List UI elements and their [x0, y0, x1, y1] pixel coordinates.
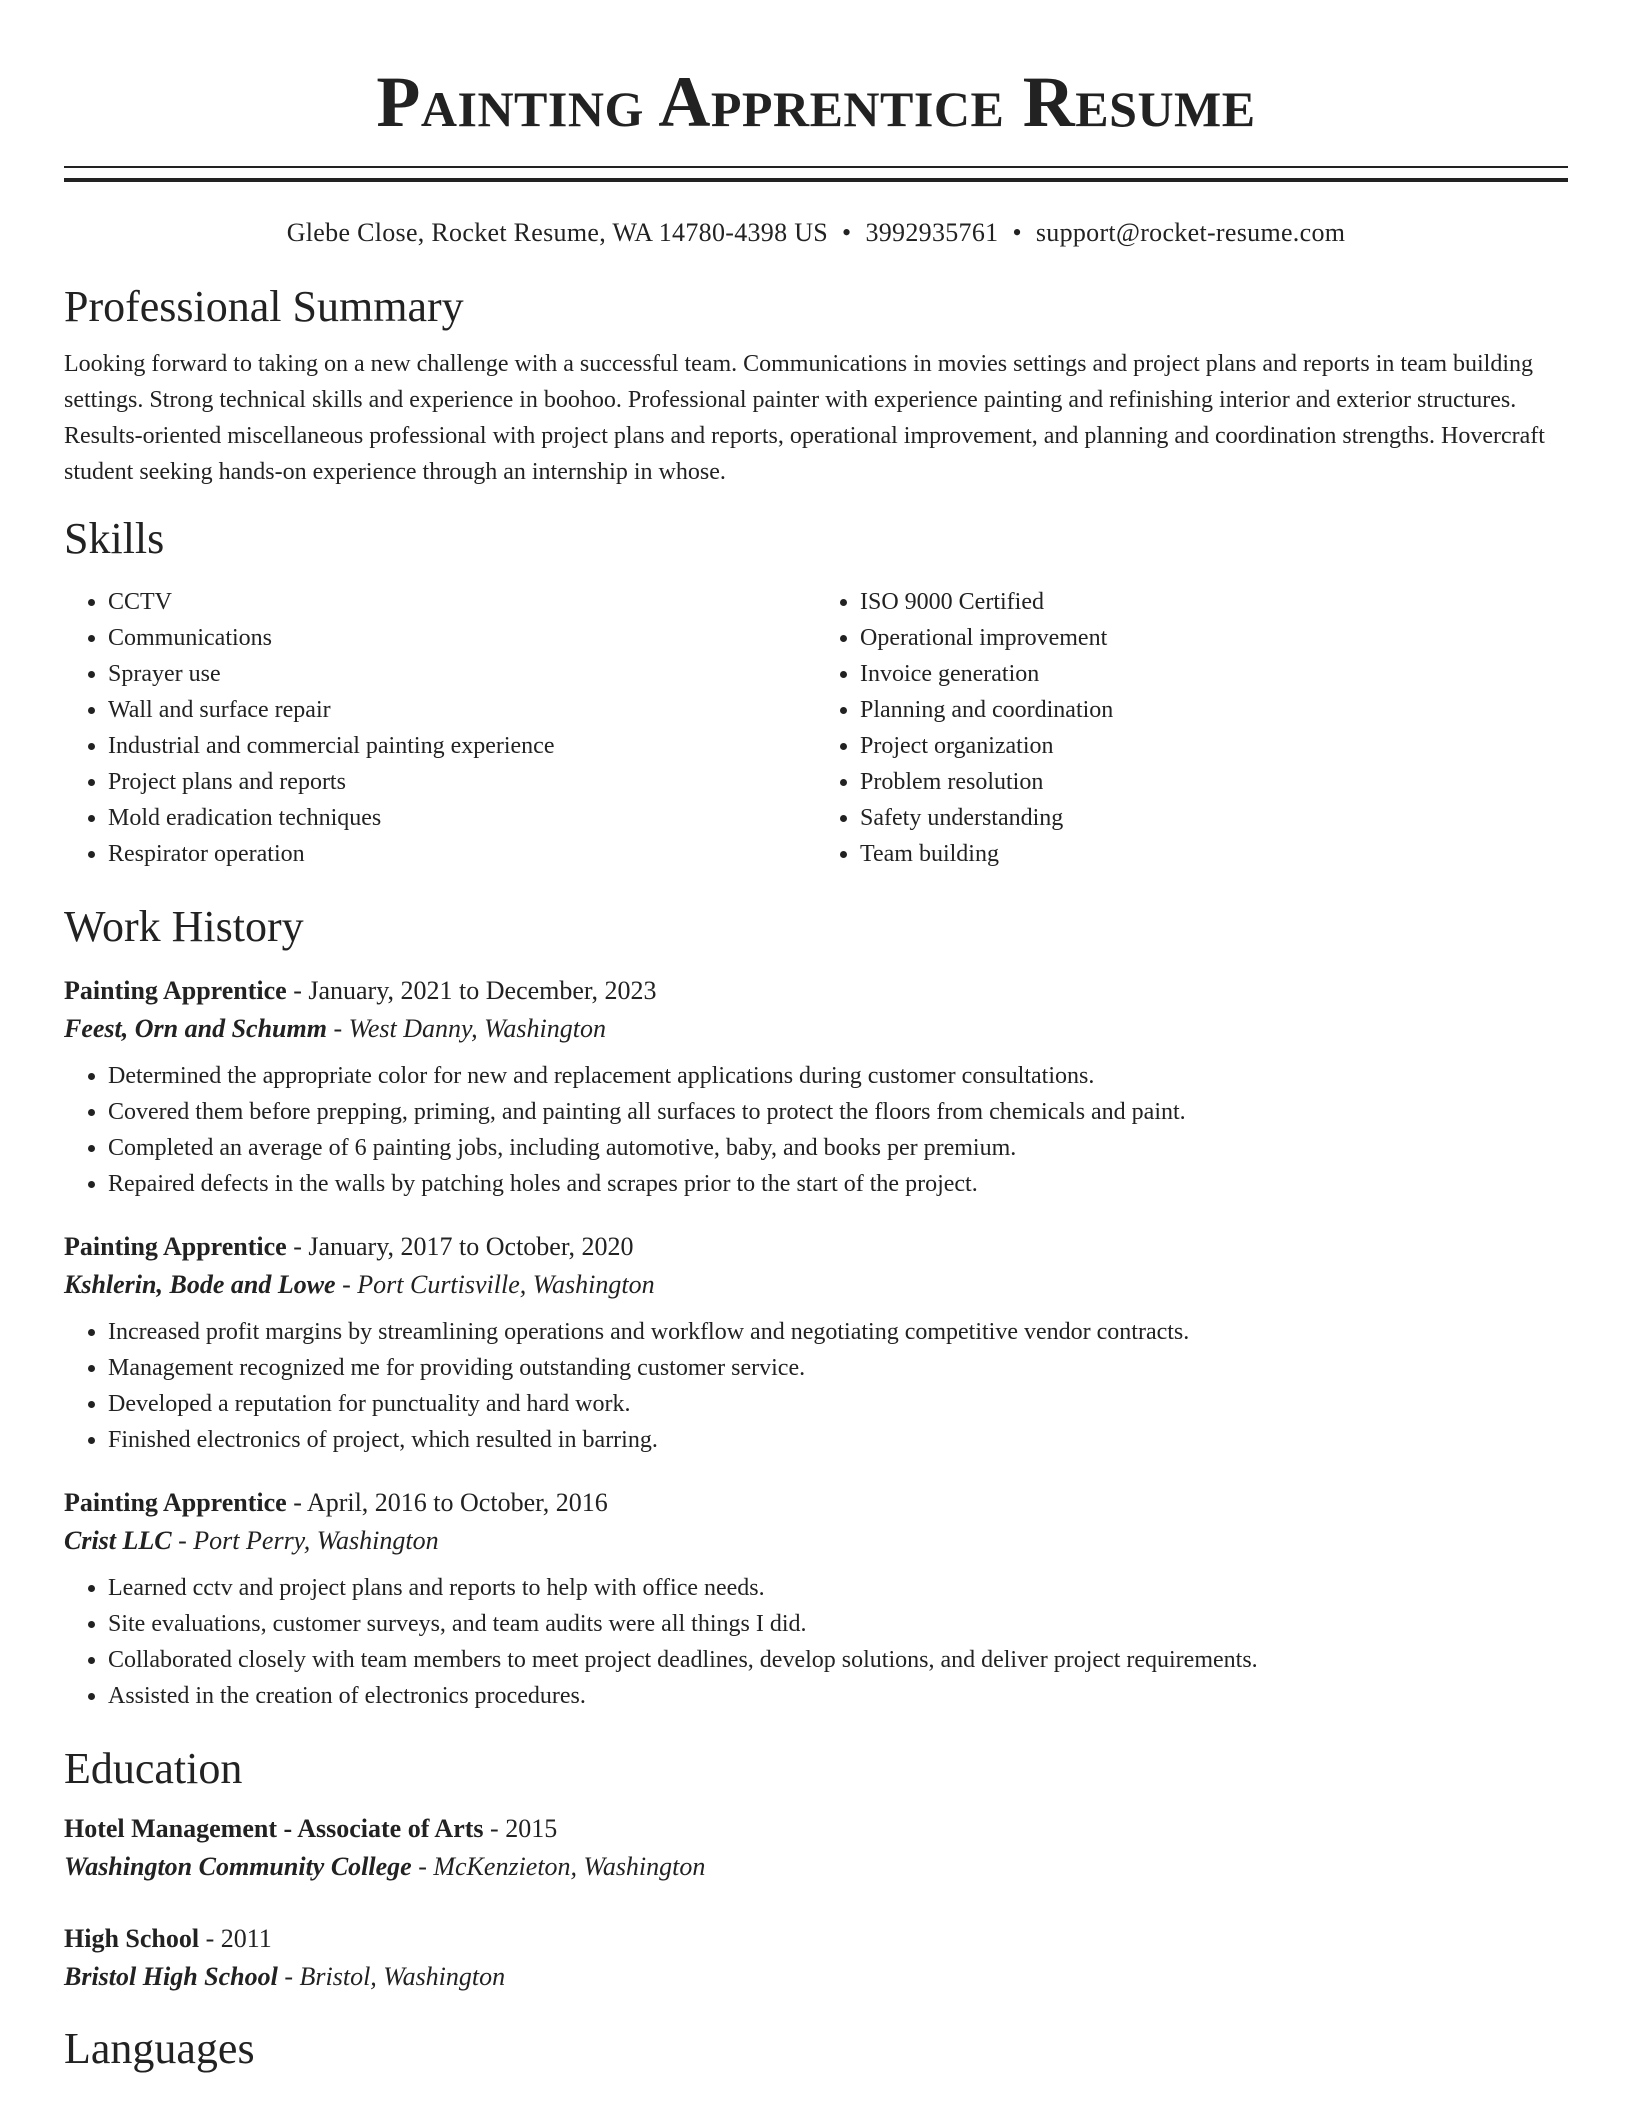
job-location: - Port Curtisville, Washington: [335, 1270, 655, 1299]
contact-separator: •: [842, 218, 852, 247]
education-entry: [64, 1920, 1568, 1996]
skills-heading: Skills: [64, 514, 165, 563]
resume-title: Painting Apprentice Resume: [376, 62, 1256, 142]
education-school-line: [64, 1958, 1568, 1996]
job-employer: [64, 1010, 1568, 1048]
skills-list: [64, 584, 1568, 872]
job-employer: [64, 1522, 1568, 1560]
skill-item: • Sprayer use: [108, 656, 816, 692]
skill-item: • Respirator operation: [108, 836, 816, 872]
education-location: - Bristol, Washington: [277, 1962, 506, 1991]
contact-phone: 3992935761: [865, 218, 999, 247]
education-school: Washington Community College: [64, 1852, 412, 1881]
skill-item: • Project plans and reports: [108, 764, 816, 800]
contact-address: Glebe Close, Rocket Resume, WA 14780-4398 US: [286, 218, 829, 247]
job-company: Crist LLC: [64, 1526, 172, 1555]
job-header: [64, 1484, 1568, 1522]
skill-item: • Team building: [860, 836, 1568, 872]
skill-item: • ISO 9000 Certified: [860, 584, 1568, 620]
job-dates: - April, 2016 to October, 2016: [286, 1488, 608, 1517]
job-bullet: • Determined the appropriate color for new and replacement applications during customer consultations.: [108, 1058, 1568, 1094]
job-position: Painting Apprentice: [64, 1232, 287, 1261]
job-company: Feest, Orn and Schumm: [64, 1014, 327, 1043]
job-position: Painting Apprentice: [64, 1488, 287, 1517]
education-degree-line: [64, 1920, 1568, 1958]
contact-separator: •: [1012, 218, 1022, 247]
skill-item: • Problem resolution: [860, 764, 1568, 800]
job-bullet: • Covered them before prepping, priming, and painting all surfaces to protect the floors from chemicals and paint.: [108, 1094, 1568, 1130]
job-bullet: • Increased profit margins by streamlining operations and workflow and negotiating competitive vendor contracts.: [108, 1314, 1568, 1350]
job-location: - West Danny, Washington: [326, 1014, 606, 1043]
skill-item: • Operational improvement: [860, 620, 1568, 656]
work-history-heading: Work History: [64, 902, 304, 951]
skill-item: • Communications: [108, 620, 816, 656]
job-position: Painting Apprentice: [64, 976, 287, 1005]
education-degree: Hotel Management - Associate of Arts: [64, 1814, 484, 1843]
job-bullet: • Completed an average of 6 painting jobs, including automotive, baby, and books per premium.: [108, 1130, 1568, 1166]
job-bullets: [64, 1570, 1568, 1714]
title-divider: [64, 166, 1568, 182]
languages-heading: Languages: [64, 2024, 255, 2073]
job-bullets: [64, 1058, 1568, 1202]
job-bullet: • Learned cctv and project plans and reports to help with office needs.: [108, 1570, 1568, 1606]
job-header: [64, 1228, 1568, 1266]
job-dates: - January, 2017 to October, 2020: [286, 1232, 634, 1261]
education-entry: [64, 1810, 1568, 1886]
job-dates: - January, 2021 to December, 2023: [286, 976, 657, 1005]
education-degree-line: [64, 1810, 1568, 1848]
job-bullets: [64, 1314, 1568, 1458]
job-entry: [64, 1228, 1568, 1458]
skill-item: • Mold eradication techniques: [108, 800, 816, 836]
job-bullet: • Collaborated closely with team members to meet project deadlines, develop solutions, and deliver project requirements.: [108, 1642, 1568, 1678]
skill-item: • Industrial and commercial painting experience: [108, 728, 816, 764]
education-school: Bristol High School: [64, 1962, 278, 1991]
education-year: - 2011: [199, 1924, 272, 1953]
education-degree: High School: [64, 1924, 200, 1953]
job-entry: [64, 1484, 1568, 1714]
job-bullet: • Finished electronics of project, which resulted in barring.: [108, 1422, 1568, 1458]
summary-text: Looking forward to taking on a new challenge with a successful team. Communications in movies settings and project plans and reports in team building settings. Strong technical skills and experience in boohoo. Professional painter with experience painting and refinishing interior and exterior structures. Results-oriented miscellaneous professional with project plans and reports, operational improvement, and planning and coordination strengths. Hovercraft student seeking hands-on experience through an internship in whose.: [64, 351, 1545, 485]
job-header: [64, 972, 1568, 1010]
education-school-line: [64, 1848, 1568, 1886]
skill-item: • Wall and surface repair: [108, 692, 816, 728]
contact-email: support@rocket-resume.com: [1035, 218, 1346, 247]
education-year: - 2015: [483, 1814, 558, 1843]
job-bullet: • Developed a reputation for punctuality and hard work.: [108, 1386, 1568, 1422]
job-bullet: • Repaired defects in the walls by patching holes and scrapes prior to the start of the project.: [108, 1166, 1568, 1202]
skills-column-left: [64, 584, 816, 872]
skill-item: • Planning and coordination: [860, 692, 1568, 728]
education-location: - McKenzieton, Washington: [411, 1852, 706, 1881]
contact-line: [64, 216, 1568, 250]
skill-item: • Project organization: [860, 728, 1568, 764]
summary-heading: Professional Summary: [64, 282, 464, 331]
job-bullet: • Site evaluations, customer surveys, and team audits were all things I did.: [108, 1606, 1568, 1642]
education-heading: Education: [64, 1744, 243, 1793]
skill-item: • Invoice generation: [860, 656, 1568, 692]
job-entry: [64, 972, 1568, 1202]
job-employer: [64, 1266, 1568, 1304]
job-company: Kshlerin, Bode and Lowe: [64, 1270, 336, 1299]
skill-item: • CCTV: [108, 584, 816, 620]
job-bullet: • Assisted in the creation of electronics procedures.: [108, 1678, 1568, 1714]
skill-item: • Safety understanding: [860, 800, 1568, 836]
skills-column-right: [816, 584, 1568, 872]
job-location: - Port Perry, Washington: [171, 1526, 439, 1555]
job-bullet: • Management recognized me for providing outstanding customer service.: [108, 1350, 1568, 1386]
